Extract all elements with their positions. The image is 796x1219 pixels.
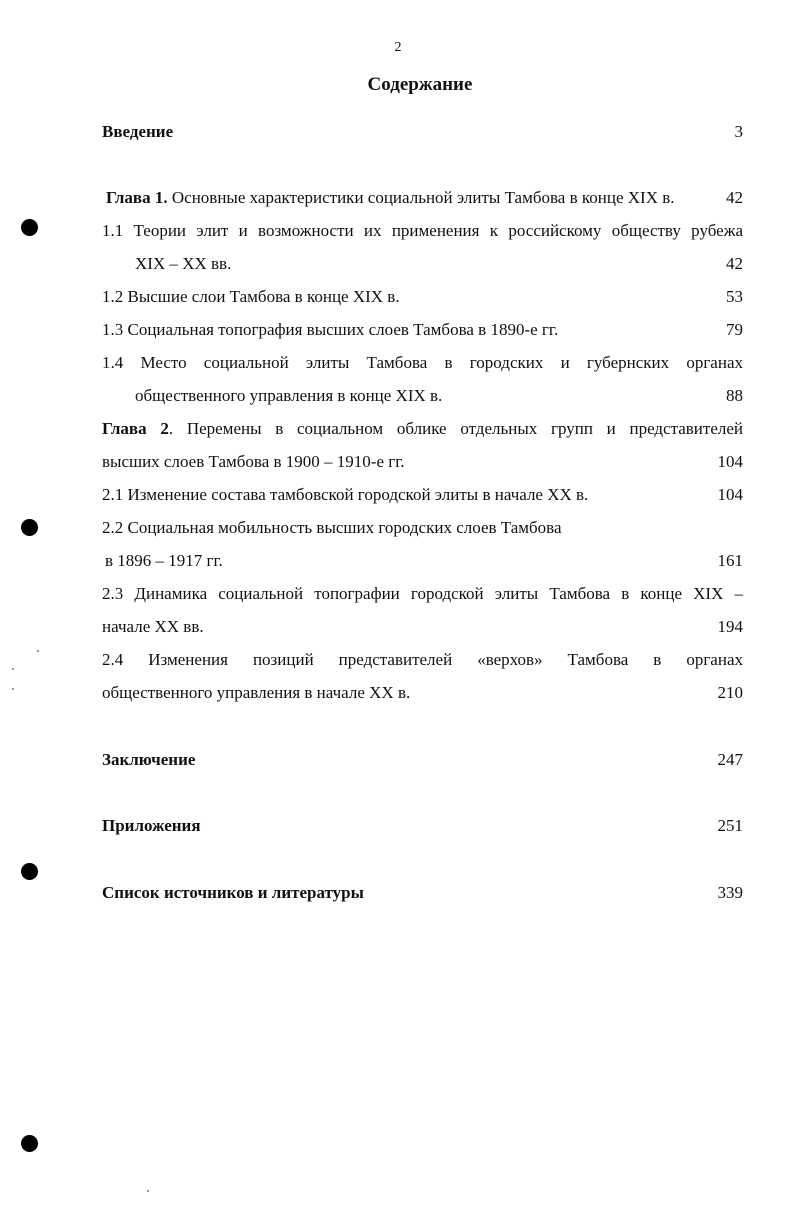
toc-page-number: 194 [717, 617, 743, 636]
toc-entry-label: 1.2 Высшие слои Тамбова в конце XIX в. [102, 287, 400, 306]
toc-entry-label: Список источников и литературы [102, 883, 364, 902]
toc-entry-chapter-2-line2 [102, 452, 743, 472]
toc-entry-2-4-line2 [102, 683, 743, 703]
toc-entry-label: 2.1 Изменение состава тамбовской городской элиты в начале XX в. [102, 485, 589, 504]
toc-page-number: 210 [717, 683, 743, 702]
toc-entry-label: начале XX вв. [102, 617, 204, 636]
toc-entry-label: общественного управления в конце XIX в. [135, 386, 443, 405]
toc-entry-2-3-line2 [102, 617, 743, 637]
toc-page-number: 104 [717, 452, 743, 471]
toc-page-number: 42 [726, 254, 743, 273]
toc-entry-sources [102, 883, 743, 903]
toc-entry-1-2 [102, 287, 743, 307]
toc-entry-label: XIX – XX вв. [135, 254, 232, 273]
toc-page-number: 42 [726, 188, 743, 207]
binder-hole-3 [21, 863, 38, 880]
toc-page-number: 53 [726, 287, 743, 306]
toc-entry-2-2-line2 [105, 551, 743, 571]
toc-entry-conclusion [102, 750, 743, 770]
page-title: Содержание [367, 74, 473, 95]
toc-page-number: 251 [717, 816, 743, 835]
toc-entry-label: Введение [102, 122, 174, 141]
toc-entry-2-4-line1: 2.4 Изменения позиций представителей «верхов» Тамбова в органах [102, 650, 743, 669]
toc-entry-1-3 [102, 320, 743, 340]
binder-hole-1 [21, 219, 38, 236]
toc-entry-label: высших слоев Тамбова в 1900 – 1910-е гг. [102, 452, 405, 471]
toc-entry-label: общественного управления в начале XX в. [102, 683, 411, 702]
toc-entry-intro [102, 122, 743, 142]
toc-entry-chapter-2-line1 [102, 419, 743, 439]
toc-entry-1-4-line2 [135, 386, 743, 406]
toc-entry-2-3-line1: 2.3 Динамика социальной топографии городской элиты Тамбова в конце XIX – [102, 584, 743, 603]
scan-speck [37, 650, 39, 652]
toc-page-number: 104 [717, 485, 743, 504]
toc-page-number: 79 [726, 320, 743, 339]
toc-page-number: 3 [734, 122, 743, 141]
binder-hole-2 [21, 519, 38, 536]
toc-entry-2-1 [102, 485, 743, 505]
toc-entry-1-4-line1: 1.4 Место социальной элиты Тамбова в городских и губернских органах [102, 353, 743, 372]
toc-entry-2-2-line1: 2.2 Социальная мобильность высших городских слоев Тамбова [102, 518, 562, 537]
chapter-prefix: Глава 1. [106, 188, 168, 207]
binder-hole-4 [21, 1135, 38, 1152]
chapter-prefix: Глава 2 [102, 419, 169, 438]
toc-entry-label: в 1896 – 1917 гг. [105, 551, 223, 570]
scan-speck [147, 1190, 149, 1192]
toc-entry-label: Заключение [102, 750, 196, 769]
toc-entry-appendices [102, 816, 743, 836]
toc-entry-1-1-line2 [135, 254, 743, 274]
toc-entry-label: Основные характеристики социальной элиты Тамбова в конце XIX в. [171, 188, 675, 207]
toc-page-number: 339 [717, 883, 743, 902]
toc-entry-label: . Перемены в социальном облике отдельных групп и представителей [168, 419, 743, 438]
toc-page-number: 88 [726, 386, 743, 405]
toc-entry-chapter-1 [106, 188, 743, 208]
toc-entry-label: 1.3 Социальная топография высших слоев Тамбова в 1890-е гг. [102, 320, 559, 339]
scan-speck [12, 688, 14, 690]
toc-page-number: 161 [717, 551, 743, 570]
toc-page-number: 247 [717, 750, 743, 769]
toc-entry-1-1-line1: 1.1 Теории элит и возможности их применения к российскому обществу рубежа [102, 221, 743, 240]
scan-speck [12, 668, 14, 670]
page-number: 2 [394, 40, 402, 55]
toc-entry-label: Приложения [102, 816, 201, 835]
